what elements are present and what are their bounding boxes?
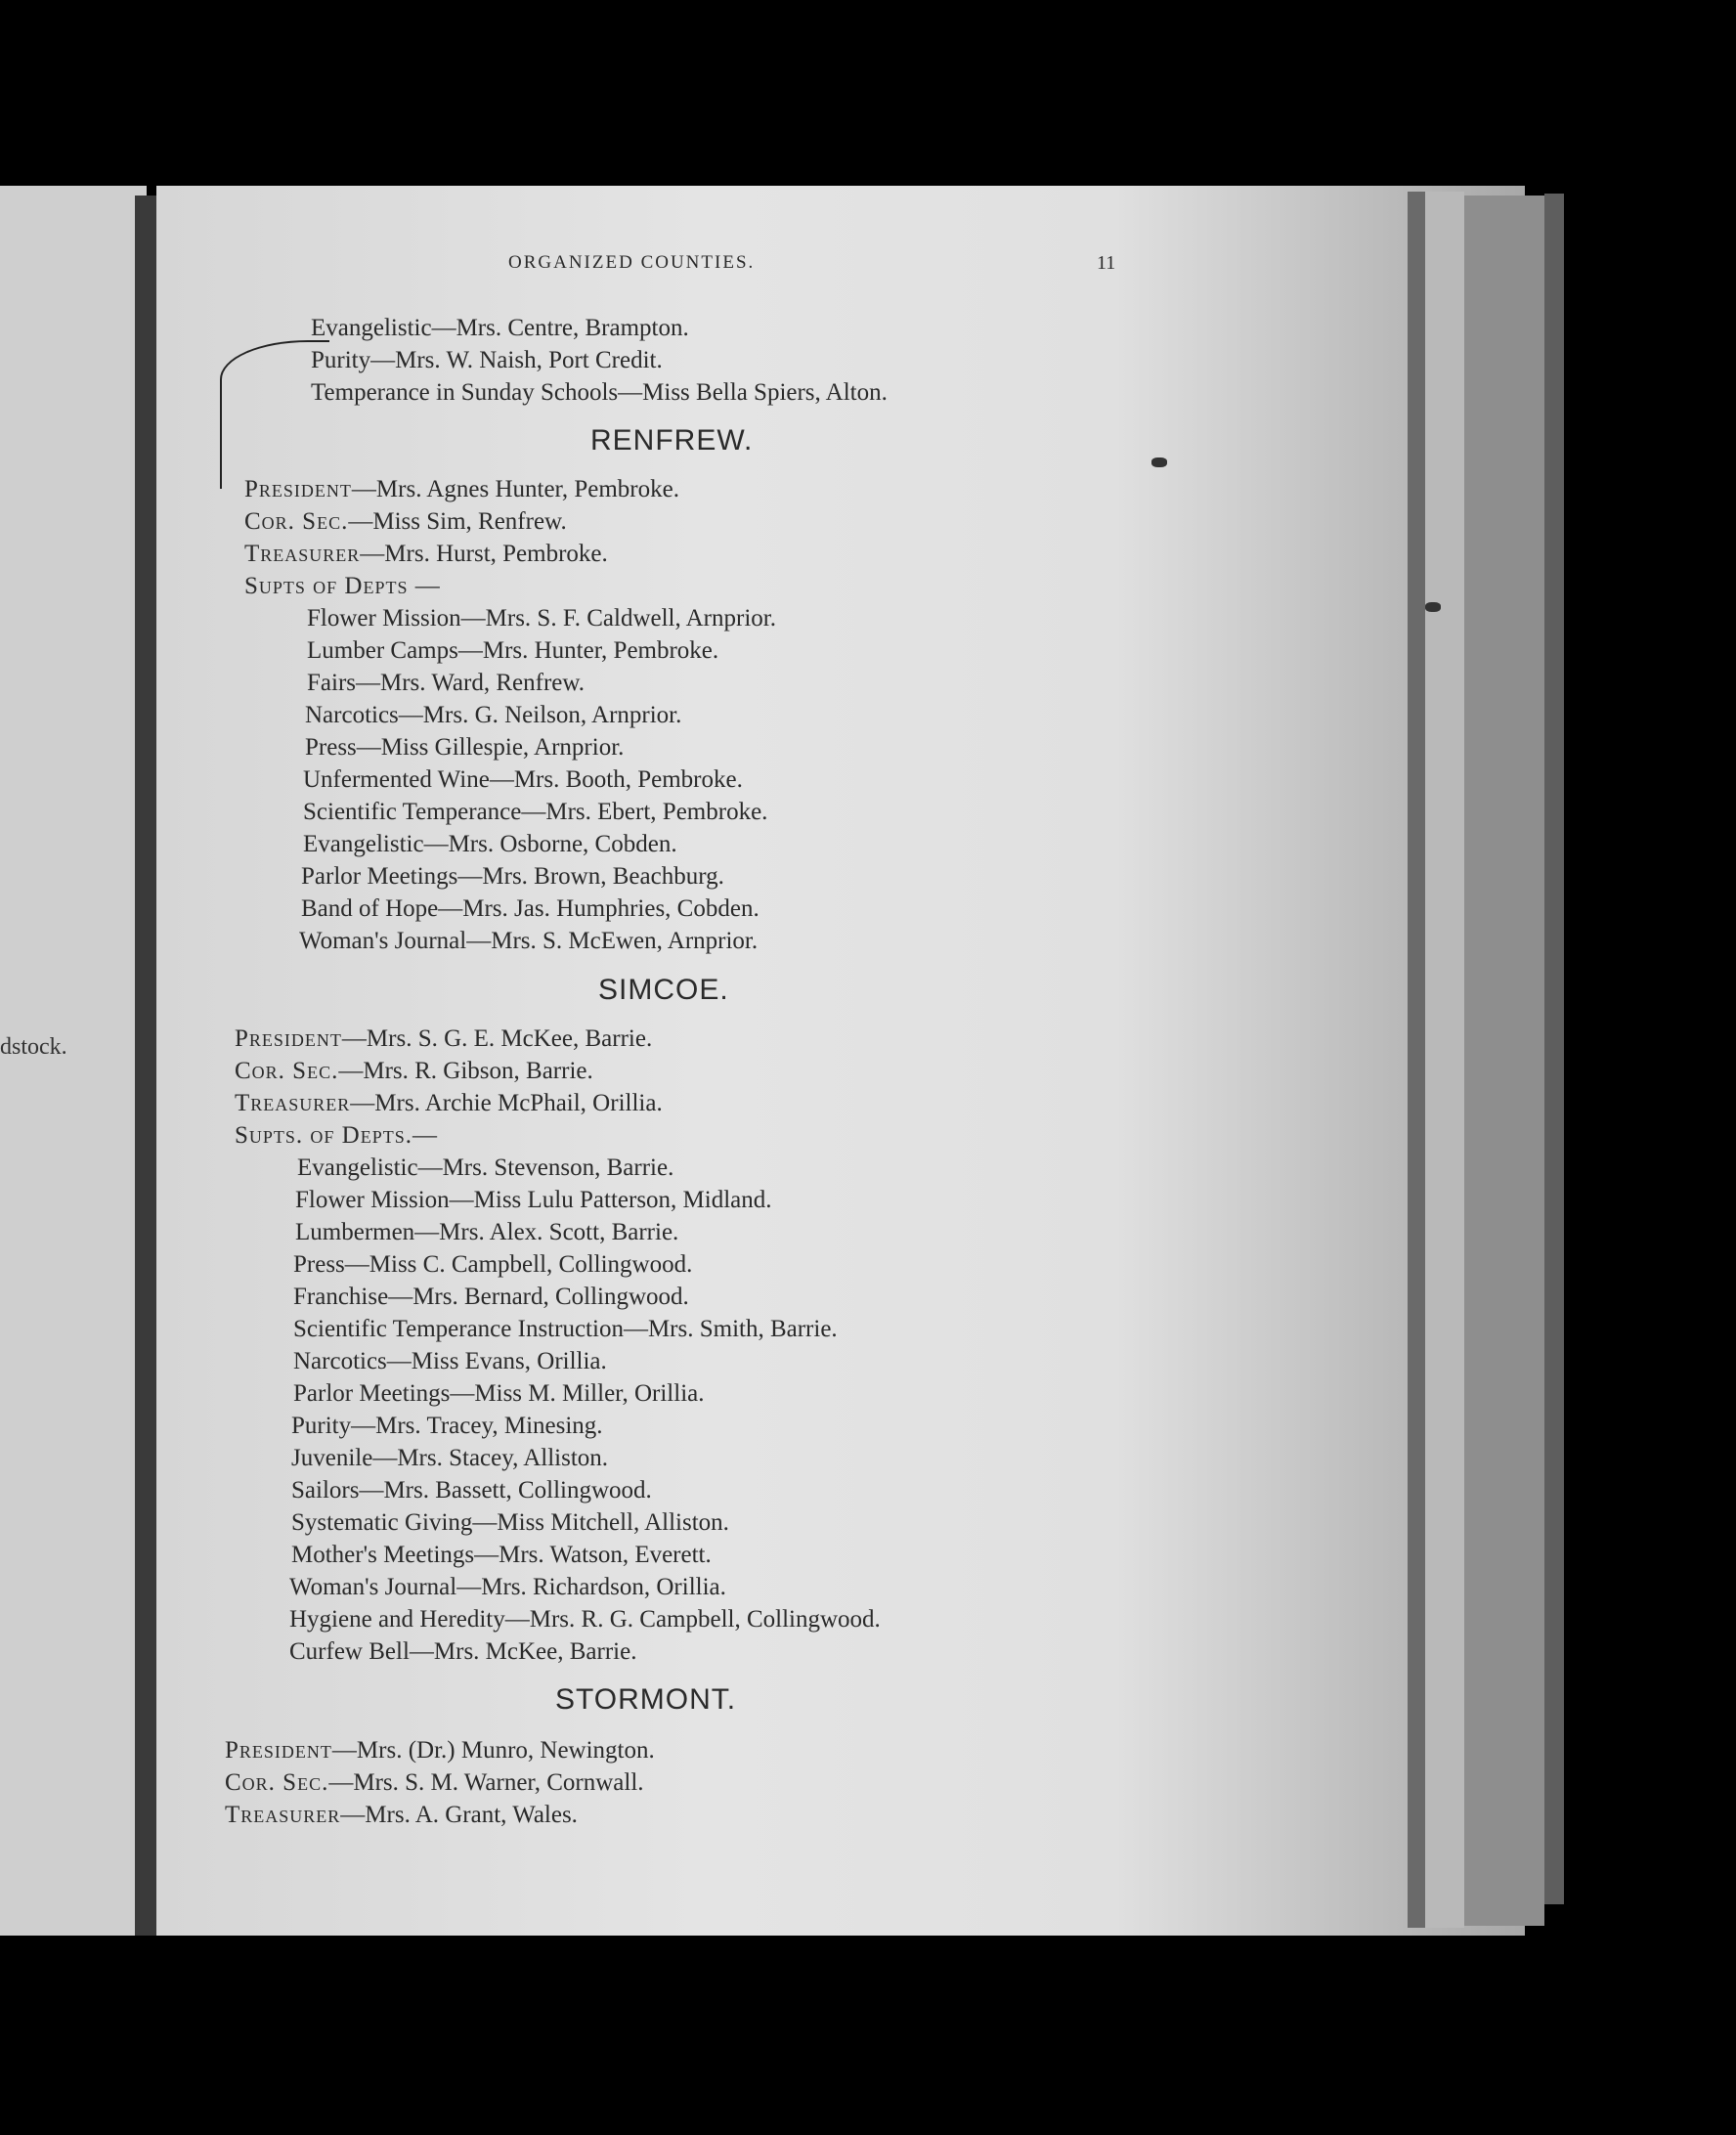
dept-line: Flower Mission—Miss Lulu Patterson, Midland. [295,1187,772,1213]
officer-value: —Mrs. S. G. E. McKee, Barrie. [341,1025,653,1052]
officer-value: —Mrs. Archie McPhail, Orillia. [350,1090,663,1116]
dept-line: Evangelistic—Mrs. Stevenson, Barrie. [297,1155,674,1181]
supts-label: Supts. of Depts.— [235,1122,438,1149]
county-heading-renfrew: RENFREW. [590,424,754,457]
officer-value: —Mrs. (Dr.) Munro, Newington. [331,1737,655,1764]
officer-label: Treasurer [244,541,361,567]
dept-line: Press—Miss C. Campbell, Collingwood. [293,1251,693,1278]
officer-label: President [235,1025,342,1052]
dept-line: Evangelistic—Mrs. Osborne, Cobden. [303,831,677,857]
dept-line: Franchise—Mrs. Bernard, Collingwood. [293,1284,689,1310]
dept-line: Purity—Mrs. W. Naish, Port Credit. [311,347,663,373]
dept-line: Band of Hope—Mrs. Jas. Humphries, Cobden. [301,895,760,922]
dept-line: Woman's Journal—Mrs. S. McEwen, Arnprior. [299,928,759,954]
county-heading-simcoe: SIMCOE. [598,974,729,1006]
county-heading-stormont: STORMONT. [555,1683,737,1716]
page-edge [1425,192,1464,1928]
officer-value: —Mrs. Agnes Hunter, Pembroke. [351,476,679,502]
officer-label: President [225,1737,332,1764]
officer-treasurer [244,541,608,568]
dept-line: Scientific Temperance—Mrs. Ebert, Pembroke. [303,799,768,825]
page-edge [1464,196,1544,1926]
officer-value: —Miss Sim, Renfrew. [348,508,567,535]
officer-cor-sec [225,1769,644,1797]
facing-page [0,186,147,1936]
facing-page-fragment: dstock. [0,1034,67,1060]
officer-label: Treasurer [235,1090,351,1116]
dept-line: Narcotics—Mrs. G. Neilson, Arnprior. [305,702,682,728]
officer-value: —Mrs. Hurst, Pembroke. [360,541,608,567]
officer-president [244,476,679,503]
supts-label: Supts of Depts — [244,573,441,599]
officer-label: Treasurer [225,1802,341,1828]
dept-line: Mother's Meetings—Mrs. Watson, Everett. [291,1542,712,1568]
dept-line: Lumber Camps—Mrs. Hunter, Pembroke. [307,637,719,664]
dept-line: Woman's Journal—Mrs. Richardson, Orillia. [289,1574,726,1600]
dept-line: Evangelistic—Mrs. Centre, Brampton. [311,315,689,341]
dept-line: Juvenile—Mrs. Stacey, Alliston. [291,1445,609,1471]
page-edge [1544,194,1564,1904]
dept-line: Parlor Meetings—Miss M. Miller, Orillia. [293,1380,705,1407]
dept-line: Sailors—Mrs. Bassett, Collingwood. [291,1477,652,1503]
officer-value: —Mrs. A. Grant, Wales. [340,1802,578,1828]
officer-label: Cor. Sec. [244,508,349,535]
ink-blot [1425,602,1441,612]
dept-line: Purity—Mrs. Tracey, Minesing. [291,1413,603,1439]
officer-label: Cor. Sec. [235,1058,339,1084]
dept-line: Hygiene and Heredity—Mrs. R. G. Campbell, Collingwood. [289,1606,881,1633]
dept-line: Fairs—Mrs. Ward, Renfrew. [307,670,586,696]
dept-line: Lumbermen—Mrs. Alex. Scott, Barrie. [295,1219,679,1245]
officer-label: Cor. Sec. [225,1769,329,1796]
dept-line: Parlor Meetings—Mrs. Brown, Beachburg. [301,863,724,890]
officer-president [235,1025,652,1053]
page-edge [1408,192,1425,1928]
officer-value: —Mrs. R. Gibson, Barrie. [338,1058,593,1084]
dept-line: Systematic Giving—Miss Mitchell, Alliston. [291,1509,729,1536]
dept-line: Temperance in Sunday Schools—Miss Bella Spiers, Alton. [311,379,888,406]
ink-blot [1151,458,1167,467]
officer-cor-sec [235,1058,593,1085]
officer-president [225,1737,655,1765]
dept-line: Flower Mission—Mrs. S. F. Caldwell, Arnprior. [307,605,776,632]
officer-label: President [244,476,352,502]
dept-line: Curfew Bell—Mrs. McKee, Barrie. [289,1638,637,1665]
page-number: 11 [1097,252,1116,274]
dept-line: Unfermented Wine—Mrs. Booth, Pembroke. [303,766,743,793]
running-head: ORGANIZED COUNTIES. [508,252,756,273]
officer-treasurer [225,1802,578,1829]
dept-line: Scientific Temperance Instruction—Mrs. Smith, Barrie. [293,1316,838,1342]
officer-cor-sec [244,508,567,536]
dept-line: Narcotics—Miss Evans, Orillia. [293,1348,607,1374]
officer-treasurer [235,1090,663,1117]
dept-line: Press—Miss Gillespie, Arnprior. [305,734,625,761]
officer-value: —Mrs. S. M. Warner, Cornwall. [328,1769,644,1796]
